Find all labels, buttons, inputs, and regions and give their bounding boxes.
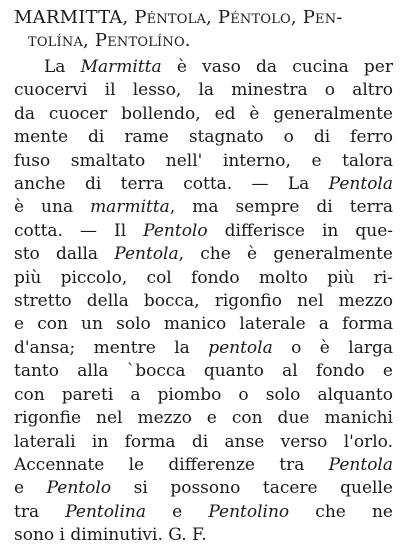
headword: MARMITTA,	[14, 7, 129, 28]
italic-term: Pentola	[328, 174, 393, 195]
definition-line: Accennate le differenze tra Pentola	[14, 454, 393, 475]
headword-variants-2: tolína, Pentolíno.	[28, 30, 191, 51]
italic-term: Pentola	[114, 244, 179, 265]
definition-line: con pareti a piombo o solo alquanto	[14, 384, 393, 405]
definition-line: tra Pentolina e Pentolino che ne	[14, 501, 393, 522]
italic-term: Pentolino	[208, 501, 290, 522]
definition-line: La Marmitta è vaso da cucina per	[44, 57, 393, 77]
entry-definition	[14, 56, 393, 548]
heading-line-2	[14, 29, 393, 52]
definition-line: fuso smaltato nell' interno, e talora	[14, 150, 393, 171]
italic-term: Pentolina	[65, 501, 146, 522]
definition-line: più piccolo, col fondo molto più ri-	[14, 267, 393, 288]
italic-term: Pentola	[328, 454, 393, 475]
definition-line: tanto alla `bocca quanto al fondo e	[14, 361, 393, 382]
definition-line: cuocervi il lesso, la minestra o altro	[14, 80, 393, 101]
definition-line: stretto della bocca, rigonfio nel mezzo	[14, 291, 393, 312]
definition-line: e Pentolo si possono tacere quelle	[14, 478, 393, 499]
italic-term: Marmitta	[80, 57, 162, 77]
definition-line: sono i diminutivi. G. F.	[14, 525, 207, 546]
definition-line: anche di terra cotta. — La Pentola	[14, 174, 393, 195]
italic-term: Pentolo	[46, 478, 112, 499]
definition-line: da cuocer bollendo, ed è generalmente	[14, 103, 393, 124]
heading-line-1	[14, 6, 393, 29]
definition-line: cotta. — Il Pentolo differisce in que-	[14, 220, 394, 241]
definition-line: sto dalla Pentola, che è generalmente	[14, 244, 393, 265]
italic-term: pentola	[208, 337, 273, 358]
definition-line: e con un solo manico laterale a forma	[14, 314, 393, 335]
definition-line: d'ansa; mentre la pentola o è larga	[14, 337, 393, 358]
entry-heading	[14, 6, 393, 52]
italic-term: Pentolo	[143, 220, 208, 241]
definition-line: laterali in forma di anse verso l'orlo.	[14, 431, 393, 452]
italic-term: marmitta	[90, 197, 170, 218]
headword-variants-1: Péntola, Péntolo, Pen-	[134, 7, 343, 28]
definition-line: rigonfie nel mezzo e con due manichi	[14, 408, 393, 429]
definition-line: è una marmitta, ma sempre di terra	[14, 197, 393, 218]
definition-line: mente di rame stagnato o di ferro	[14, 127, 393, 148]
